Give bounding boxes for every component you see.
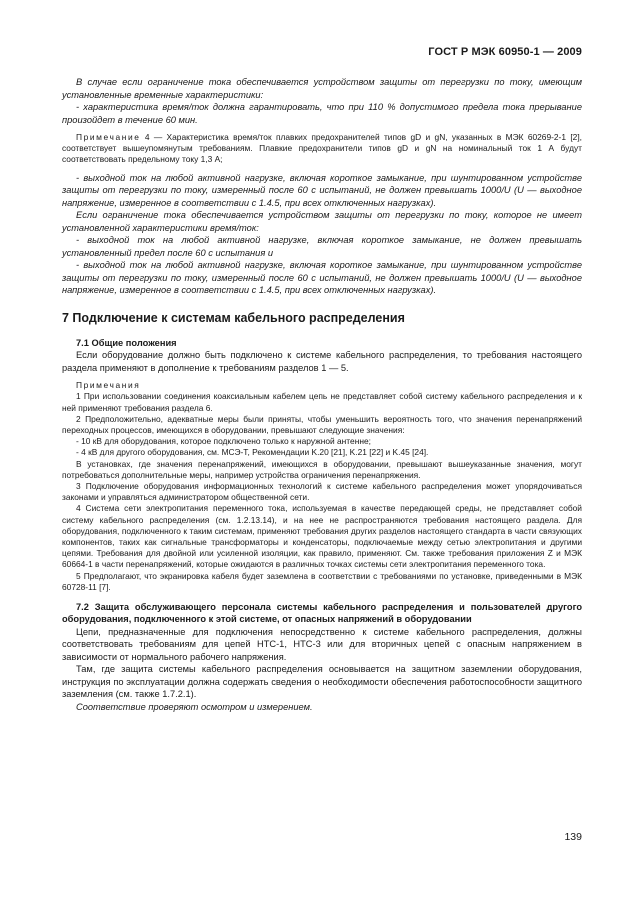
- document-header: ГОСТ Р МЭК 60950-1 — 2009: [428, 46, 582, 58]
- note-label: Примечание: [76, 132, 141, 142]
- note-1: 1 При использовании соединения коаксиальным кабелем цепь не представляет собой систему кабельного распределения и к ней применяют требования раздела 6.: [62, 391, 582, 413]
- section-7-2-title: 7.2 Защита обслуживающего персонала системы кабельного распределения и пользователей другого оборудования, подключенного к этой системе, от опасных напряжений в оборудовании: [62, 601, 582, 625]
- page-body: [62, 76, 582, 713]
- note-4: [62, 132, 582, 166]
- note-2-continuation: В установках, где значения перенапряжений, имеющихся в оборудовании, превышают вышеуказанные значения, могут потребоваться дополнительные меры, например устройства ограничения перенапряжения.: [62, 458, 582, 480]
- paragraph: Цепи, предназначенные для подключения непосредственно к системе кабельного распределения, должны соответствовать требованиям для цепей НТС-1, НТС-3 или для вторичных цепей с опасным напряжением в зависимости от нормального рабочего напряжения.: [62, 626, 582, 662]
- paragraph: - выходной ток на любой активной нагрузке, включая короткое замыкание, при шунтированном устройстве защиты от перегрузки по току, измеренный после 60 с испытаний, не должен превышать 1000/U (U — выходное напряжение, измеренное в соответствии с 1.4.5, при всех отключенных нагрузках).: [62, 260, 582, 296]
- note-2-item: - 4 кВ для другого оборудования, см. МСЭ-Т, Рекомендации K.20 [21], K.21 [22] и K.45 [24].: [76, 447, 429, 458]
- paragraph: Там, где защита системы кабельного распределения основывается на защитном заземлении оборудования, инструкция по эксплуатации должна содержать сведения о необходимости обеспечения работоспособности защитного заземления (см. также 1.7.2.1).: [62, 664, 582, 700]
- note-2-item: - 10 кВ для оборудования, которое подключено только к наружной антенне;: [76, 436, 371, 447]
- section-7-1-title: 7.1 Общие положения: [76, 337, 177, 348]
- note-5: 5 Предполагают, что экранировка кабеля будет заземлена в соответствии с требованиями по установке, приведенными в МЭК 60728-11 [7].: [62, 570, 582, 592]
- paragraph: - характеристика время/ток должна гарантировать, что при 110 % допустимого предела тока прерывание произойдет в течение 60 мин.: [62, 102, 582, 125]
- paragraph: - выходной ток на любой активной нагрузке, включая короткое замыкание, при шунтированном устройстве защиты от перегрузки по току, измеренный после 60 с испытаний, не должен превышать 1000/U (U — выходное напряжение, измеренное в соответствии с 1.4.5, при всех отключенных нагрузках).: [62, 172, 582, 208]
- compliance-statement: Соответствие проверяют осмотром и измерением.: [76, 701, 313, 712]
- note-text: 4 — Характеристика время/ток плавких предохранителей типов gD и gN, указанных в МЭК 60269-2-1 [2], соответствует вышеупомянутым требованиям. Плавкие предохранители типов gD и gN на номинальный ток 1 А будут соответствовать предельному току 1,3 А;: [62, 132, 582, 165]
- page-number: 139: [564, 831, 582, 843]
- paragraph: Если оборудование должно быть подключено к системе кабельного распределения, то требования настоящего раздела применяют в дополнение к требованиям разделов 1 — 5.: [62, 350, 582, 373]
- paragraph: Если ограничение тока обеспечивается устройством защиты от перегрузки по току, которое не имеет установленной характеристики время/ток:: [62, 210, 582, 233]
- note-3: 3 Подключение оборудования информационных технологий к системе кабельного распределения может упорядочиваться законами и управляться администратором общественной сети.: [62, 480, 582, 503]
- notes-label: Примечания: [76, 380, 141, 391]
- paragraph: В случае если ограничение тока обеспечивается устройством защиты от перегрузки по току, имеющим установленные временные характеристики:: [62, 77, 582, 100]
- section-7-title: 7 Подключение к системам кабельного распределения: [62, 310, 405, 325]
- note-2: 2 Предположительно, адекватные меры были приняты, чтобы уменьшить вероятность того, что значения перенапряжений переходных процессов, имеющихся в оборудовании, превышают следующие значения:: [62, 413, 582, 435]
- paragraph: - выходной ток на любой активной нагрузке, включая короткое замыкание, не должен превышать установленный предел после 60 с испытания и: [62, 235, 582, 258]
- note-4-general: 4 Система сети электропитания переменного тока, используемая в качестве передающей среды, не представляет собой систему кабельного распределения (см. 1.2.13.14), и на нее не распространяются требования настоящего раздела. Для оборудования, подключенного к таким системам, применяют требования других разделов настоящего стандарта в части связующих компонентов, таких как сигнальные трансформаторы и конденсаторы, подключаемые между сетью электропитания и другими цепями. Требования для двойной или усиленной изоляции, как правило, применяют. См. также требования приложения Z и МЭК 60664-1 в части перенапряжений, которые ожидаются в различных точках системы сети электропитания переменного тока.: [62, 503, 582, 570]
